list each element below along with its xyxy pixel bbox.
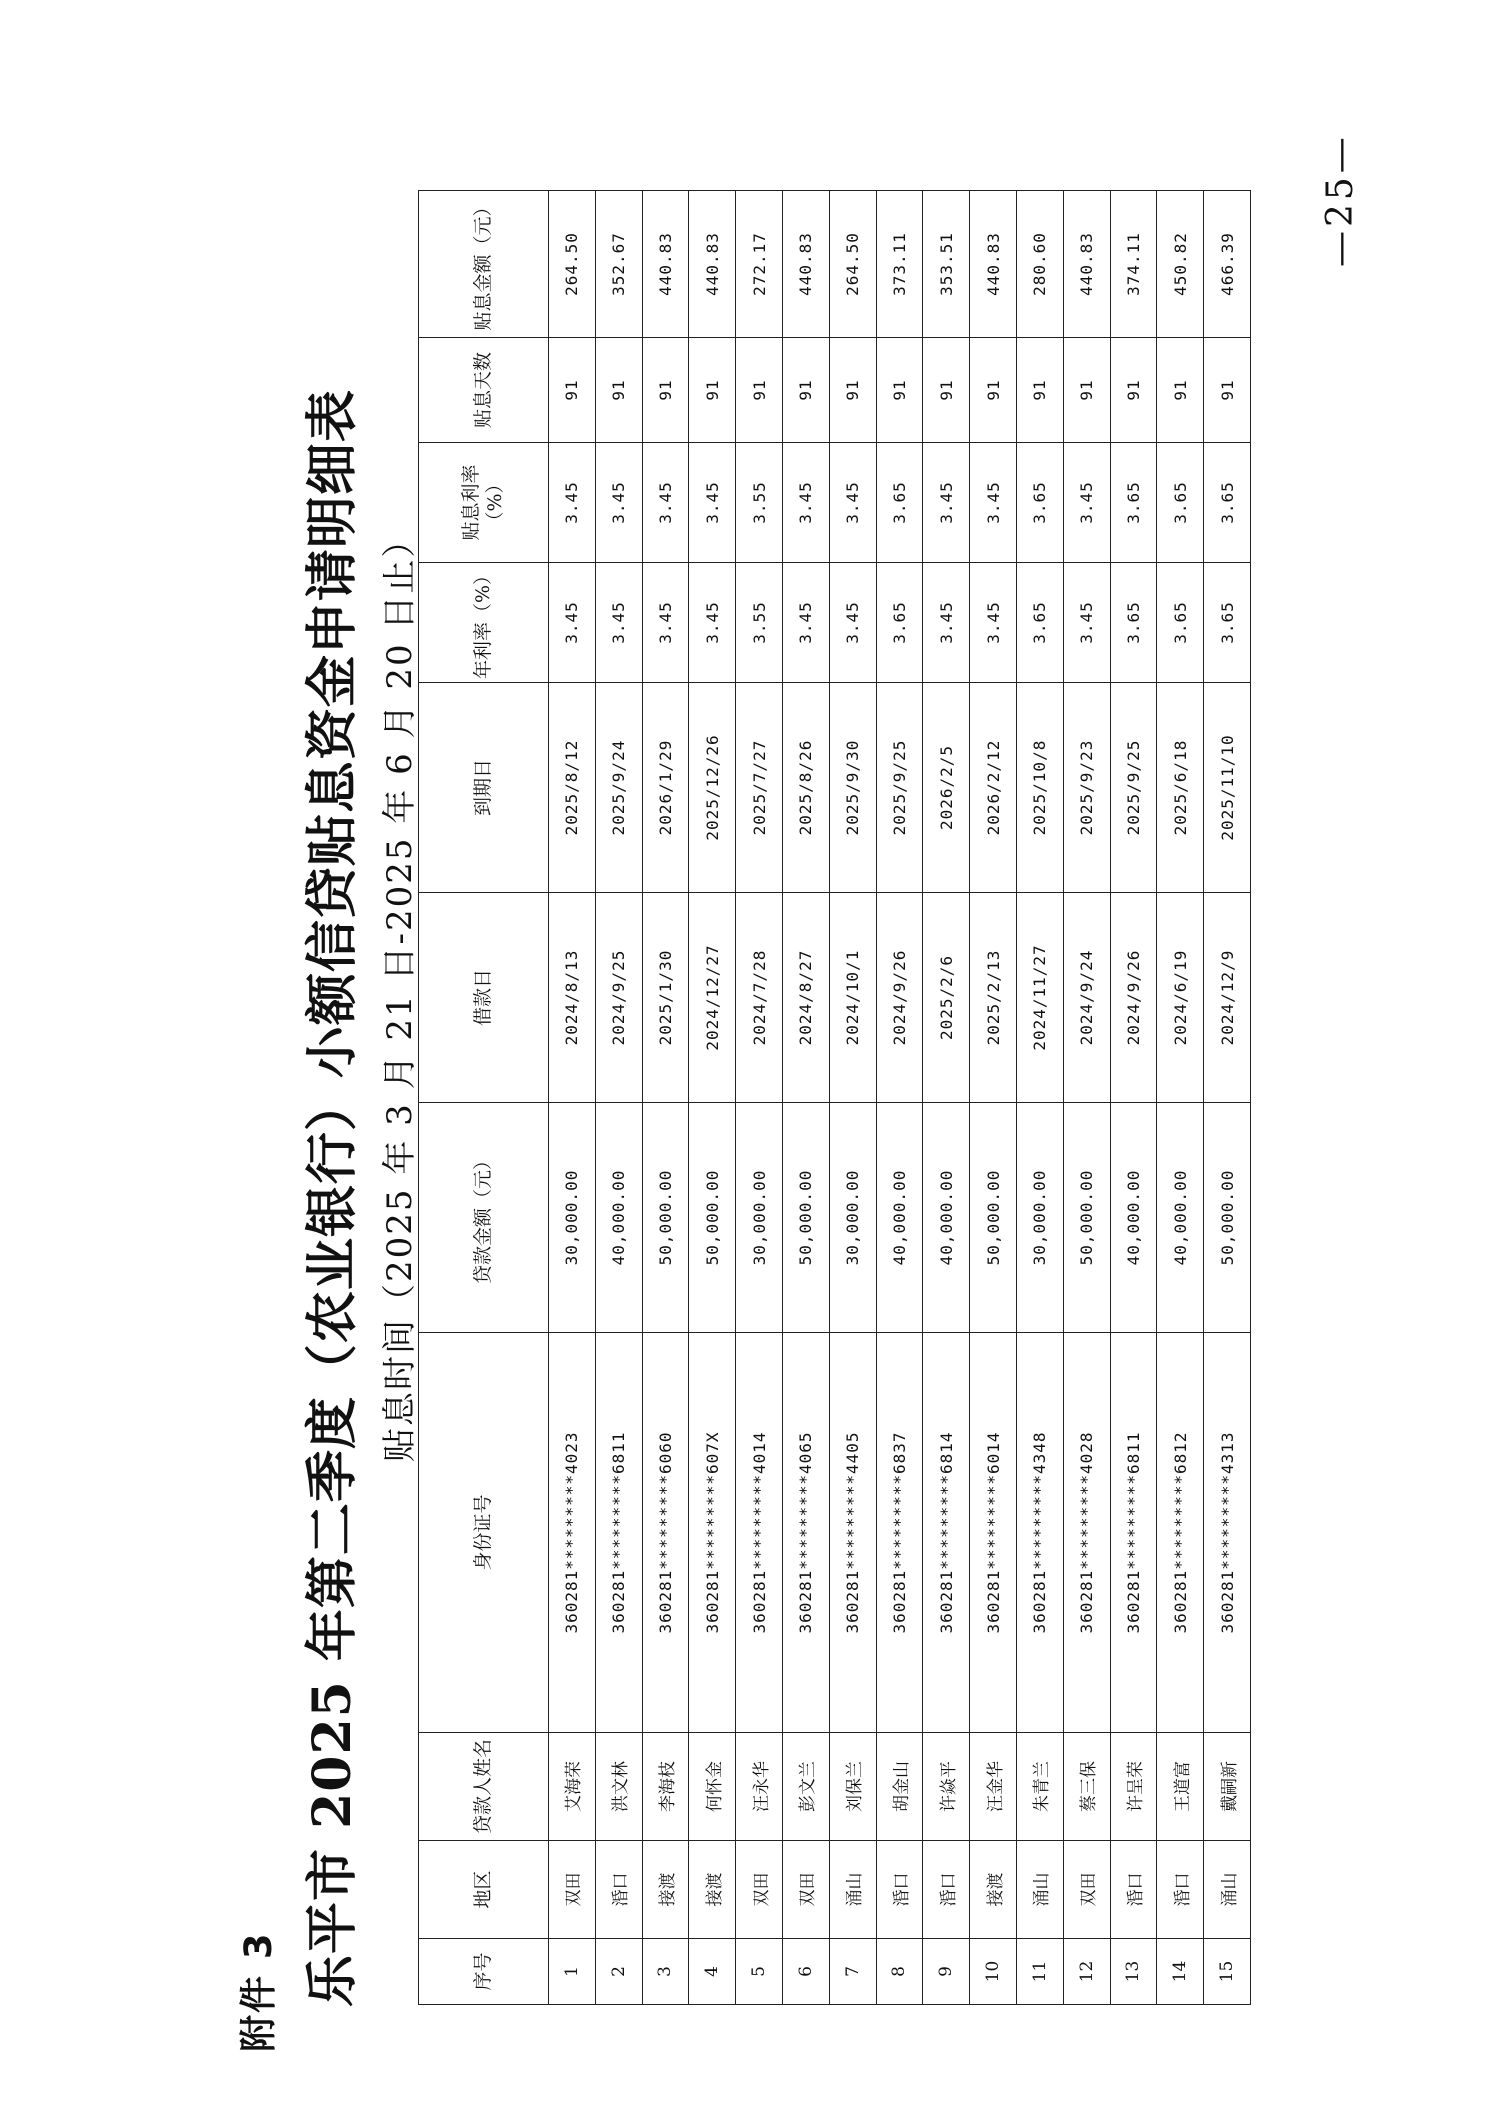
table-cell: 2025/7/27 — [736, 683, 783, 893]
table-cell: 2024/12/9 — [1204, 893, 1251, 1103]
table-cell: 3.65 — [1157, 443, 1204, 563]
table-cell: 汪金华 — [970, 1733, 1017, 1841]
table-cell: 3.45 — [829, 563, 876, 683]
table-cell: 373.11 — [876, 191, 923, 338]
table-cell: 2024/9/26 — [876, 893, 923, 1103]
table-cell: 91 — [736, 338, 783, 443]
table-cell: 3.65 — [876, 443, 923, 563]
table-cell: 360281*********607X — [689, 1333, 736, 1733]
table-row — [595, 191, 642, 2005]
header-cell: 贴息利率（%） — [419, 443, 549, 563]
table-cell: 3.65 — [1204, 563, 1251, 683]
table-cell: 440.83 — [1063, 191, 1110, 338]
table-cell: 5 — [736, 1939, 783, 2005]
table-cell: 40,000.00 — [595, 1103, 642, 1333]
table-cell: 涌山 — [1204, 1841, 1251, 1939]
table-cell: 2026/2/12 — [970, 683, 1017, 893]
table-cell: 2024/6/19 — [1157, 893, 1204, 1103]
subsidy-table — [418, 190, 1251, 2005]
table-cell: 3.55 — [736, 443, 783, 563]
header-cell: 贷款人姓名 — [419, 1733, 549, 1841]
table-cell: 360281*********4313 — [1204, 1333, 1251, 1733]
table-cell: 2025/8/26 — [782, 683, 829, 893]
table-row — [1157, 191, 1204, 2005]
table-cell: 91 — [923, 338, 970, 443]
table-cell: 360281*********4023 — [549, 1333, 596, 1733]
table-cell: 3.45 — [549, 443, 596, 563]
table-cell: 2025/12/26 — [689, 683, 736, 893]
table-row — [876, 191, 923, 2005]
table-cell: 91 — [1110, 338, 1157, 443]
table-row — [1110, 191, 1157, 2005]
table-cell: 涽口 — [1110, 1841, 1157, 1939]
table-cell: 2024/7/28 — [736, 893, 783, 1103]
table-row — [1016, 191, 1063, 2005]
table-cell: 3.65 — [1016, 563, 1063, 683]
table-cell: 50,000.00 — [970, 1103, 1017, 1333]
table-cell: 2024/9/26 — [1110, 893, 1157, 1103]
table-cell: 2025/9/30 — [829, 683, 876, 893]
table-cell: 3.45 — [595, 563, 642, 683]
table-cell: 3.45 — [689, 563, 736, 683]
table-cell: 360281*********6812 — [1157, 1333, 1204, 1733]
table-cell: 1 — [549, 1939, 596, 2005]
table-cell: 30,000.00 — [736, 1103, 783, 1333]
table-cell: 91 — [1157, 338, 1204, 443]
table-cell: 3.45 — [782, 563, 829, 683]
document-title: 乐平市 2025 年第二季度（农业银行）小额信贷贴息资金申请明细表 — [302, 389, 363, 2007]
table-cell: 3.45 — [782, 443, 829, 563]
table-cell: 360281*********4014 — [736, 1333, 783, 1733]
table-cell: 91 — [642, 338, 689, 443]
table-cell: 13 — [1110, 1939, 1157, 2005]
table-cell: 2024/10/1 — [829, 893, 876, 1103]
table-cell: 11 — [1016, 1939, 1063, 2005]
header-cell: 贴息金额（元） — [419, 191, 549, 338]
table-cell: 双田 — [736, 1841, 783, 1939]
document-subtitle: 贴息时间（2025 年 3 月 21 日-2025 年 6 月 20 日止） — [380, 521, 420, 1462]
table-cell: 6 — [782, 1939, 829, 2005]
table-cell: 360281*********4348 — [1016, 1333, 1063, 1733]
table-cell: 272.17 — [736, 191, 783, 338]
table-row — [549, 191, 596, 2005]
table-cell: 374.11 — [1110, 191, 1157, 338]
table-cell: 3.45 — [923, 563, 970, 683]
table-cell: 10 — [970, 1939, 1017, 2005]
table-row — [782, 191, 829, 2005]
table-cell: 40,000.00 — [876, 1103, 923, 1333]
table-cell: 2024/8/13 — [549, 893, 596, 1103]
table-cell: 涽口 — [876, 1841, 923, 1939]
table-cell: 2025/11/10 — [1204, 683, 1251, 893]
table-cell: 3.45 — [1063, 443, 1110, 563]
table-cell: 戴嗣新 — [1204, 1733, 1251, 1841]
table-cell: 2026/1/29 — [642, 683, 689, 893]
table-cell: 50,000.00 — [642, 1103, 689, 1333]
table-cell: 466.39 — [1204, 191, 1251, 338]
table-cell: 涽口 — [923, 1841, 970, 1939]
table-cell: 涌山 — [1016, 1841, 1063, 1939]
table-cell: 接渡 — [689, 1841, 736, 1939]
table-cell: 91 — [595, 338, 642, 443]
table-cell: 91 — [1204, 338, 1251, 443]
table-cell: 胡金山 — [876, 1733, 923, 1841]
table-cell: 360281*********6060 — [642, 1333, 689, 1733]
table-cell: 涌山 — [829, 1841, 876, 1939]
table-cell: 450.82 — [1157, 191, 1204, 338]
table-cell: 2025/2/6 — [923, 893, 970, 1103]
table-cell: 2025/9/23 — [1063, 683, 1110, 893]
table-cell: 蔡三保 — [1063, 1733, 1110, 1841]
table-cell: 3 — [642, 1939, 689, 2005]
header-cell: 借款日 — [419, 893, 549, 1103]
table-cell: 2 — [595, 1939, 642, 2005]
table-cell: 接渡 — [970, 1841, 1017, 1939]
table-cell: 360281*********4405 — [829, 1333, 876, 1733]
table-cell: 30,000.00 — [549, 1103, 596, 1333]
table-cell: 2026/2/5 — [923, 683, 970, 893]
table-cell: 2024/8/27 — [782, 893, 829, 1103]
table-cell: 3.45 — [829, 443, 876, 563]
table-cell: 何怀金 — [689, 1733, 736, 1841]
table-cell: 91 — [782, 338, 829, 443]
table-cell: 91 — [549, 338, 596, 443]
table-row — [642, 191, 689, 2005]
table-cell: 3.65 — [1016, 443, 1063, 563]
table-cell: 40,000.00 — [1157, 1103, 1204, 1333]
table-cell: 264.50 — [549, 191, 596, 338]
table-cell: 4 — [689, 1939, 736, 2005]
table-cell: 2025/2/13 — [970, 893, 1017, 1103]
table-cell: 50,000.00 — [1063, 1103, 1110, 1333]
table-cell: 360281*********6814 — [923, 1333, 970, 1733]
table-cell: 7 — [829, 1939, 876, 2005]
table-cell: 40,000.00 — [1110, 1103, 1157, 1333]
table-cell: 许呈荣 — [1110, 1733, 1157, 1841]
table-row — [736, 191, 783, 2005]
header-cell: 年利率（%） — [419, 563, 549, 683]
table-cell: 朱青兰 — [1016, 1733, 1063, 1841]
table-cell: 汪永华 — [736, 1733, 783, 1841]
header-cell: 贴息天数 — [419, 338, 549, 443]
table-cell: 3.45 — [1063, 563, 1110, 683]
table-cell: 360281*********6014 — [970, 1333, 1017, 1733]
table-cell: 双田 — [782, 1841, 829, 1939]
table-cell: 30,000.00 — [1016, 1103, 1063, 1333]
table-row — [1204, 191, 1251, 2005]
table-cell: 3.45 — [923, 443, 970, 563]
table-cell: 涽口 — [595, 1841, 642, 1939]
header-cell: 地区 — [419, 1841, 549, 1939]
table-cell: 2025/9/25 — [876, 683, 923, 893]
table-cell: 3.65 — [1110, 563, 1157, 683]
table-cell: 360281*********4028 — [1063, 1333, 1110, 1733]
table-cell: 2024/12/27 — [689, 893, 736, 1103]
header-cell: 身份证号 — [419, 1333, 549, 1733]
table-cell: 2025/6/18 — [1157, 683, 1204, 893]
header-cell: 贷款金额（元） — [419, 1103, 549, 1333]
table-cell: 3.45 — [970, 443, 1017, 563]
table-cell: 91 — [876, 338, 923, 443]
table-cell: 440.83 — [782, 191, 829, 338]
header-cell: 序号 — [419, 1939, 549, 2005]
table-cell: 9 — [923, 1939, 970, 2005]
table-cell: 彭文兰 — [782, 1733, 829, 1841]
table-cell: 40,000.00 — [923, 1103, 970, 1333]
table-cell: 3.65 — [1157, 563, 1204, 683]
table-cell: 3.65 — [1110, 443, 1157, 563]
table-cell: 3.45 — [689, 443, 736, 563]
table-row — [970, 191, 1017, 2005]
table-cell: 264.50 — [829, 191, 876, 338]
table-cell: 2024/11/27 — [1016, 893, 1063, 1103]
attachment-label: 附件 3 — [237, 1931, 280, 2052]
table-cell: 2024/9/25 — [595, 893, 642, 1103]
table-row — [829, 191, 876, 2005]
table-cell: 15 — [1204, 1939, 1251, 2005]
table-cell: 2025/1/30 — [642, 893, 689, 1103]
table-cell: 440.83 — [689, 191, 736, 338]
table-row — [923, 191, 970, 2005]
table-cell: 2024/9/24 — [1063, 893, 1110, 1103]
table-cell: 14 — [1157, 1939, 1204, 2005]
table-cell: 3.65 — [1204, 443, 1251, 563]
table-cell: 3.45 — [642, 563, 689, 683]
table-cell: 8 — [876, 1939, 923, 2005]
table-cell: 洪文林 — [595, 1733, 642, 1841]
table-cell: 2025/9/25 — [1110, 683, 1157, 893]
table-cell: 2025/8/12 — [549, 683, 596, 893]
table-cell: 30,000.00 — [829, 1103, 876, 1333]
table-cell: 3.45 — [595, 443, 642, 563]
table-cell: 50,000.00 — [1204, 1103, 1251, 1333]
table-cell: 3.45 — [549, 563, 596, 683]
table-cell: 3.45 — [642, 443, 689, 563]
table-cell: 50,000.00 — [782, 1103, 829, 1333]
table-header-row — [419, 191, 549, 2005]
table-row — [1063, 191, 1110, 2005]
table-cell: 353.51 — [923, 191, 970, 338]
table-row — [689, 191, 736, 2005]
table-cell: 91 — [829, 338, 876, 443]
table-cell: 12 — [1063, 1939, 1110, 2005]
table-cell: 刘保兰 — [829, 1733, 876, 1841]
table-cell: 双田 — [1063, 1841, 1110, 1939]
table-cell: 3.65 — [876, 563, 923, 683]
table-cell: 280.60 — [1016, 191, 1063, 338]
table-cell: 双田 — [549, 1841, 596, 1939]
table-cell: 360281*********6811 — [595, 1333, 642, 1733]
table-cell: 许焱平 — [923, 1733, 970, 1841]
table-cell: 352.67 — [595, 191, 642, 338]
header-cell: 到期日 — [419, 683, 549, 893]
table-cell: 91 — [1016, 338, 1063, 443]
table-cell: 3.45 — [970, 563, 1017, 683]
table-cell: 91 — [970, 338, 1017, 443]
table-cell: 2025/9/24 — [595, 683, 642, 893]
table-cell: 50,000.00 — [689, 1103, 736, 1333]
table-cell: 440.83 — [970, 191, 1017, 338]
table-cell: 3.55 — [736, 563, 783, 683]
table-cell: 360281*********4065 — [782, 1333, 829, 1733]
table-cell: 440.83 — [642, 191, 689, 338]
table-cell: 360281*********6837 — [876, 1333, 923, 1733]
table-cell: 艾海荣 — [549, 1733, 596, 1841]
table-cell: 李海枝 — [642, 1733, 689, 1841]
table-cell: 涽口 — [1157, 1841, 1204, 1939]
table-cell: 接渡 — [642, 1841, 689, 1939]
table-cell: 91 — [689, 338, 736, 443]
table-cell: 王道富 — [1157, 1733, 1204, 1841]
table-cell: 91 — [1063, 338, 1110, 443]
page-number: —25— — [1320, 133, 1361, 267]
table-cell: 360281*********6811 — [1110, 1333, 1157, 1733]
table-cell: 2025/10/8 — [1016, 683, 1063, 893]
